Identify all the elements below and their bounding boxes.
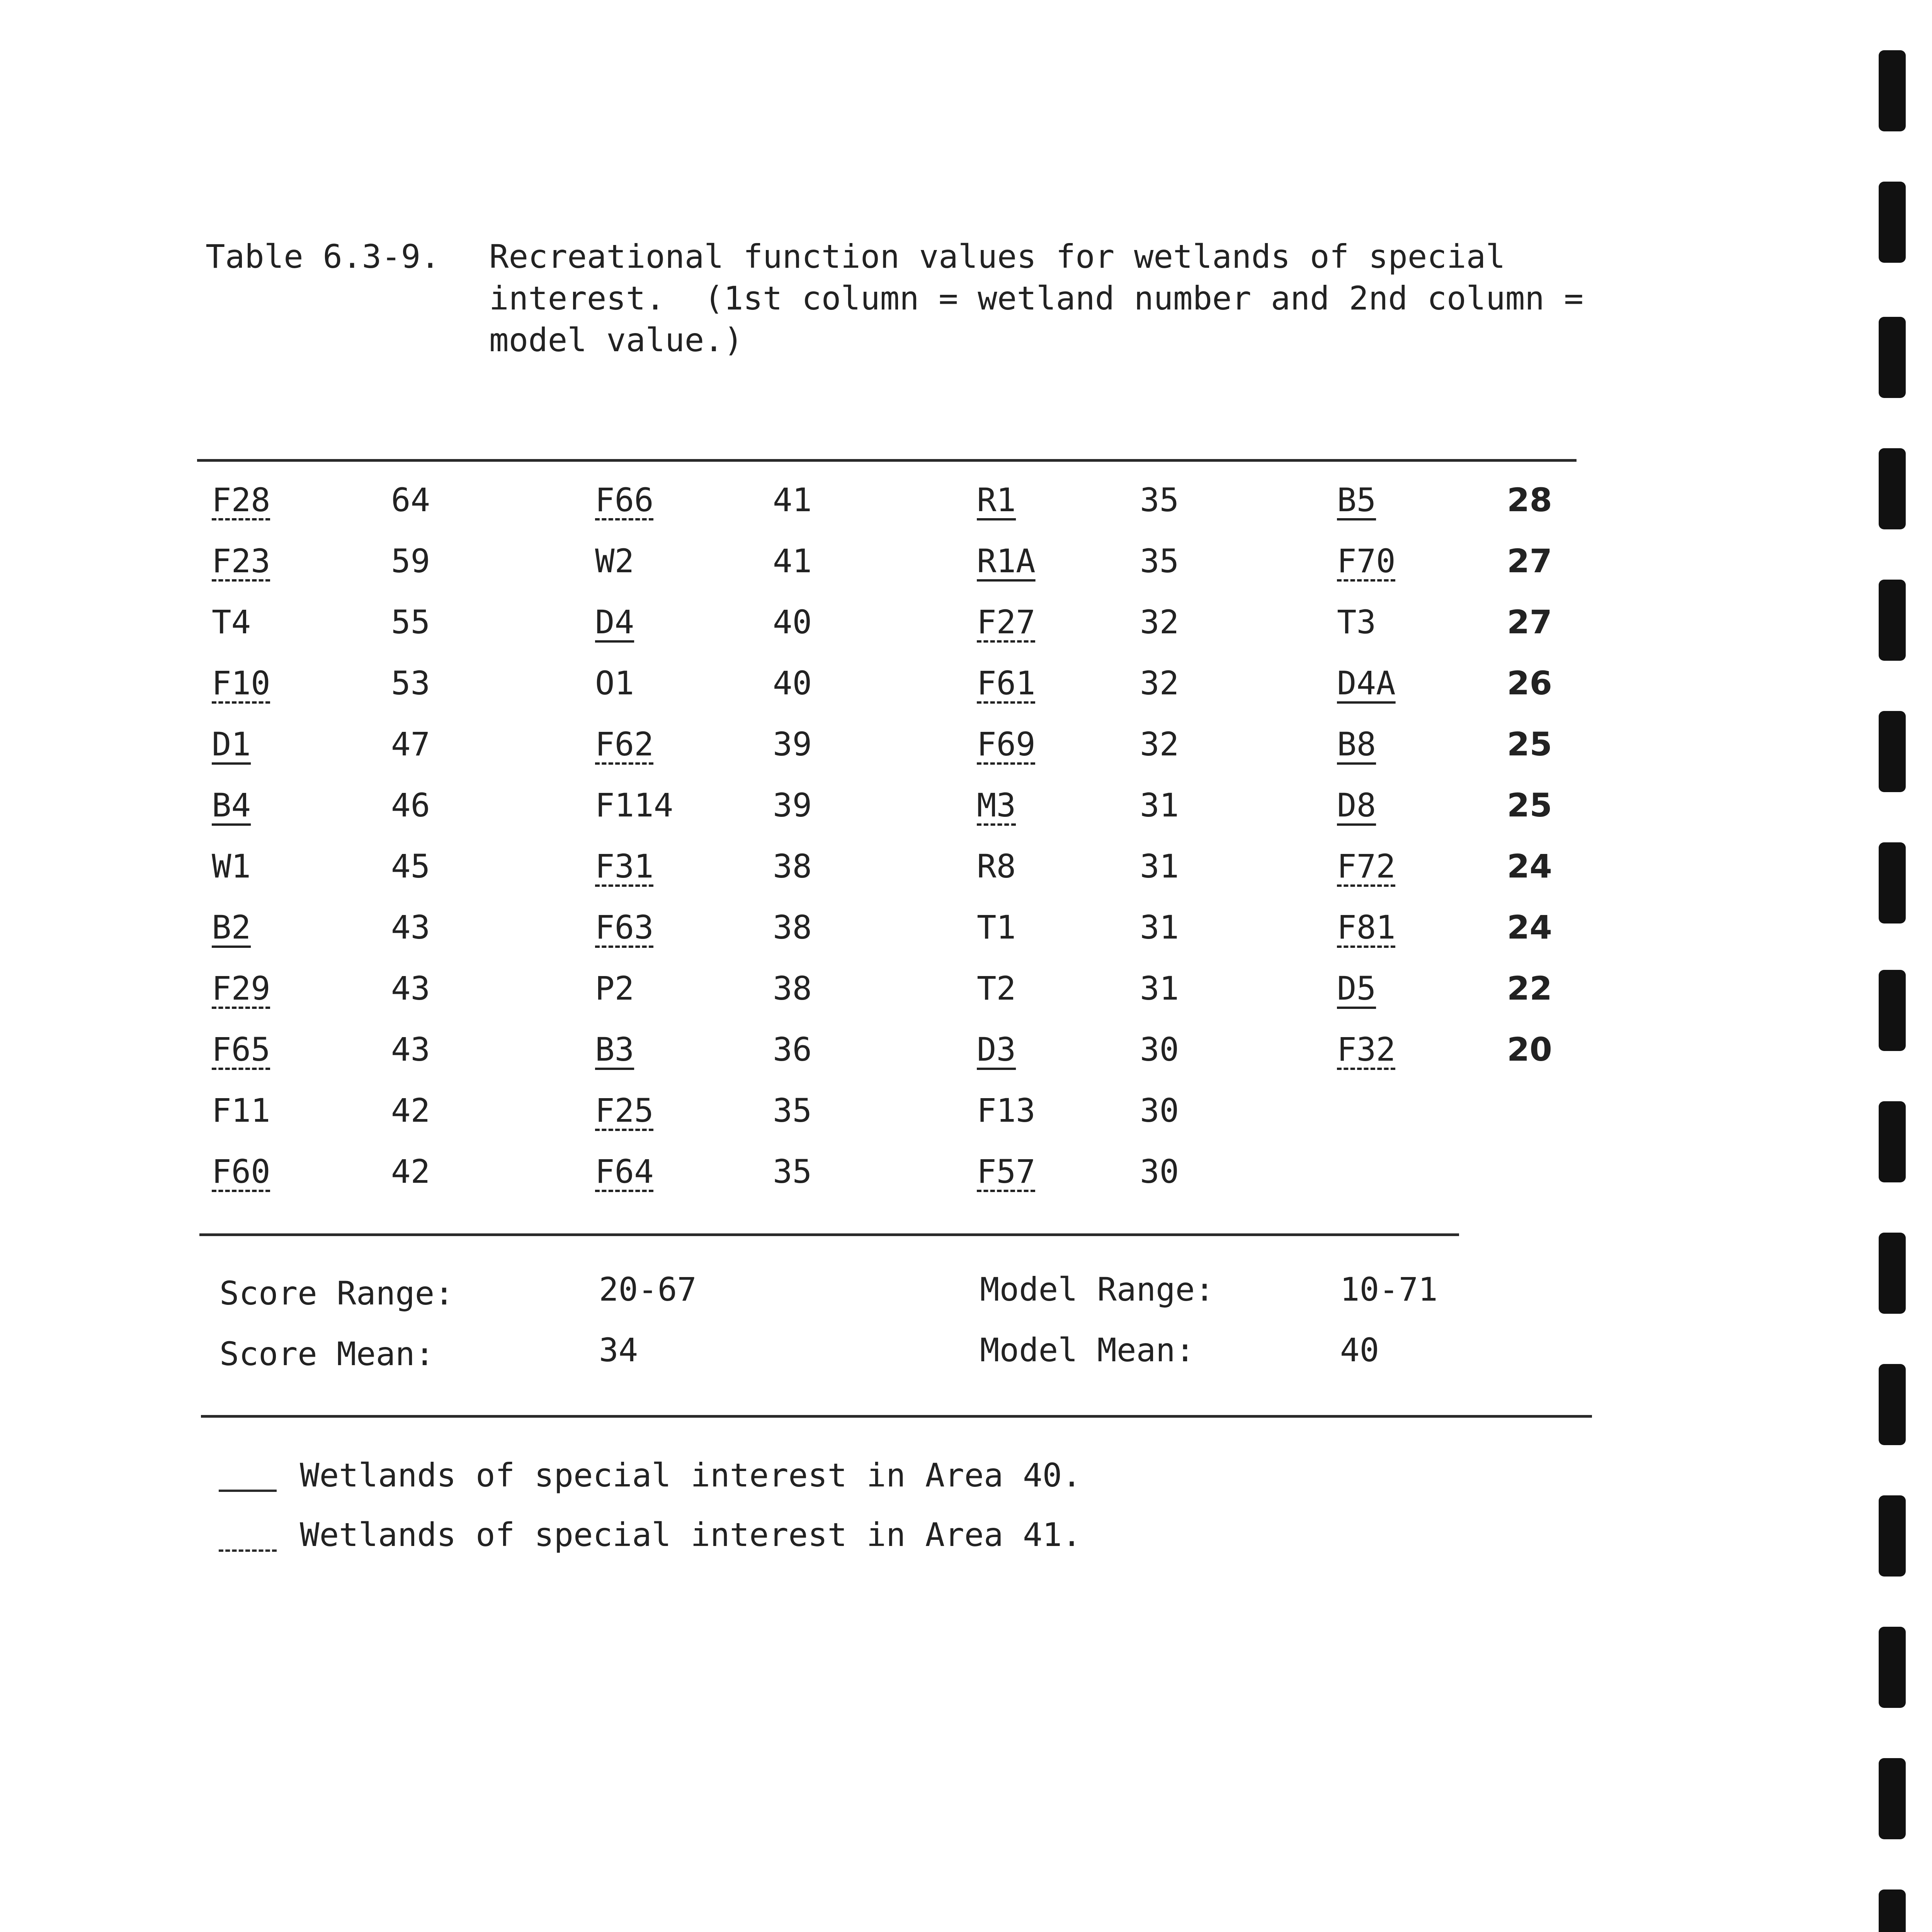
- model-value-cell: 26: [1507, 664, 1552, 702]
- model-value-cell: 43: [391, 908, 430, 946]
- wetland-id-cell: F63: [595, 908, 654, 946]
- binder-hole: [1879, 970, 1906, 1051]
- wetland-id-cell: F28: [212, 481, 270, 519]
- wetland-id-cell: F11: [212, 1092, 270, 1129]
- model-value-cell: 39: [773, 786, 812, 824]
- wetland-id-cell: F70: [1337, 542, 1396, 580]
- score-range-label: Score Range:: [219, 1274, 454, 1312]
- table-label: Table 6.3-9.: [206, 238, 440, 276]
- legend-area-41: Wetlands of special interest in Area 41.: [300, 1516, 1082, 1554]
- binder-hole: [1879, 842, 1906, 923]
- wetland-id-cell: F114: [595, 786, 673, 824]
- model-value-cell: 35: [1140, 481, 1179, 519]
- legend-solid-underline: [219, 1490, 277, 1492]
- wetland-id-cell: B5: [1337, 481, 1376, 519]
- caption-line-2: interest. (1st column = wetland number and 2nd column =: [489, 279, 1584, 317]
- model-value-cell: 30: [1140, 1153, 1179, 1190]
- wetland-id-cell: R1A: [977, 542, 1036, 580]
- wetland-id-cell: F29: [212, 969, 270, 1007]
- model-value-cell: 22: [1507, 969, 1552, 1007]
- model-value-cell: 32: [1140, 725, 1179, 763]
- model-value-cell: 27: [1507, 542, 1552, 580]
- model-value-cell: 31: [1140, 847, 1179, 885]
- legend-area-40: Wetlands of special interest in Area 40.: [300, 1456, 1082, 1494]
- wetland-id-cell: F72: [1337, 847, 1396, 885]
- wetland-id-cell: F69: [977, 725, 1036, 763]
- model-value-cell: 31: [1140, 969, 1179, 1007]
- model-value-cell: 20: [1507, 1031, 1552, 1068]
- wetland-id-cell: R1: [977, 481, 1016, 519]
- model-value-cell: 47: [391, 725, 430, 763]
- wetland-id-cell: B3: [595, 1031, 634, 1068]
- wetland-id-cell: B2: [212, 908, 251, 946]
- binder-hole: [1879, 1495, 1906, 1577]
- wetland-id-cell: T2: [977, 969, 1016, 1007]
- wetland-id-cell: P2: [595, 969, 634, 1007]
- wetland-id-cell: F61: [977, 664, 1036, 702]
- binder-hole: [1879, 1889, 1906, 1932]
- binder-hole: [1879, 580, 1906, 661]
- model-value-cell: 31: [1140, 786, 1179, 824]
- wetland-id-cell: B4: [212, 786, 251, 824]
- score-mean-value: 34: [599, 1331, 638, 1369]
- model-value-cell: 25: [1507, 725, 1552, 763]
- model-value-cell: 55: [391, 603, 430, 641]
- model-value-cell: 42: [391, 1092, 430, 1129]
- wetland-id-cell: B8: [1337, 725, 1376, 763]
- wetland-id-cell: T3: [1337, 603, 1376, 641]
- model-value-cell: 45: [391, 847, 430, 885]
- table-middle-rule: [199, 1233, 1459, 1236]
- wetland-id-cell: F62: [595, 725, 654, 763]
- model-value-cell: 30: [1140, 1092, 1179, 1129]
- model-value-cell: 24: [1507, 847, 1552, 885]
- model-value-cell: 39: [773, 725, 812, 763]
- model-value-cell: 64: [391, 481, 430, 519]
- caption-line-1: Recreational function values for wetlands of special: [489, 238, 1505, 276]
- model-value-cell: 38: [773, 847, 812, 885]
- wetland-id-cell: F31: [595, 847, 654, 885]
- table-top-rule: [197, 459, 1577, 462]
- model-range-value: 10-71: [1340, 1270, 1438, 1308]
- legend-dashed-underline: [219, 1549, 277, 1552]
- wetland-id-cell: F66: [595, 481, 654, 519]
- wetland-id-cell: F60: [212, 1153, 270, 1190]
- model-value-cell: 41: [773, 542, 812, 580]
- wetland-id-cell: F57: [977, 1153, 1036, 1190]
- wetland-id-cell: D4A: [1337, 664, 1396, 702]
- wetland-id-cell: F81: [1337, 908, 1396, 946]
- wetland-id-cell: F25: [595, 1092, 654, 1129]
- model-value-cell: 35: [773, 1092, 812, 1129]
- wetland-id-cell: D5: [1337, 969, 1376, 1007]
- binder-hole: [1879, 1233, 1906, 1314]
- binder-hole: [1879, 1364, 1906, 1445]
- model-value-cell: 38: [773, 908, 812, 946]
- model-mean-label: Model Mean:: [980, 1331, 1195, 1369]
- score-mean-label: Score Mean:: [219, 1335, 435, 1373]
- binder-hole: [1879, 1758, 1906, 1839]
- wetland-id-cell: M3: [977, 786, 1016, 824]
- model-value-cell: 25: [1507, 786, 1552, 824]
- wetland-id-cell: W1: [212, 847, 251, 885]
- binder-hole: [1879, 1627, 1906, 1708]
- caption-line-3: model value.): [489, 321, 743, 359]
- wetland-id-cell: F13: [977, 1092, 1036, 1129]
- model-value-cell: 40: [773, 603, 812, 641]
- model-value-cell: 43: [391, 1031, 430, 1068]
- wetland-id-cell: D8: [1337, 786, 1376, 824]
- model-value-cell: 40: [773, 664, 812, 702]
- model-range-label: Model Range:: [980, 1270, 1214, 1308]
- model-value-cell: 32: [1140, 603, 1179, 641]
- model-value-cell: 35: [1140, 542, 1179, 580]
- wetland-id-cell: F23: [212, 542, 270, 580]
- binder-hole: [1879, 182, 1906, 263]
- binder-hole: [1879, 448, 1906, 529]
- wetland-id-cell: F64: [595, 1153, 654, 1190]
- wetland-id-cell: F32: [1337, 1031, 1396, 1068]
- wetland-id-cell: T1: [977, 908, 1016, 946]
- model-value-cell: 41: [773, 481, 812, 519]
- model-value-cell: 28: [1507, 481, 1552, 519]
- model-value-cell: 46: [391, 786, 430, 824]
- wetland-id-cell: F10: [212, 664, 270, 702]
- score-range-value: 20-67: [599, 1270, 697, 1308]
- wetland-id-cell: D1: [212, 725, 251, 763]
- wetland-id-cell: F27: [977, 603, 1036, 641]
- binder-hole: [1879, 317, 1906, 398]
- model-value-cell: 30: [1140, 1031, 1179, 1068]
- wetland-id-cell: O1: [595, 664, 634, 702]
- model-value-cell: 32: [1140, 664, 1179, 702]
- binder-hole: [1879, 1101, 1906, 1182]
- wetland-id-cell: D4: [595, 603, 634, 641]
- model-mean-value: 40: [1340, 1331, 1379, 1369]
- model-value-cell: 27: [1507, 603, 1552, 641]
- wetland-id-cell: T4: [212, 603, 251, 641]
- wetland-id-cell: W2: [595, 542, 634, 580]
- table-bottom-rule: [201, 1415, 1592, 1418]
- model-value-cell: 59: [391, 542, 430, 580]
- binder-hole: [1879, 50, 1906, 131]
- model-value-cell: 43: [391, 969, 430, 1007]
- model-value-cell: 42: [391, 1153, 430, 1190]
- model-value-cell: 53: [391, 664, 430, 702]
- binder-hole: [1879, 711, 1906, 792]
- model-value-cell: 24: [1507, 908, 1552, 946]
- model-value-cell: 35: [773, 1153, 812, 1190]
- wetland-id-cell: F65: [212, 1031, 270, 1068]
- wetland-id-cell: D3: [977, 1031, 1016, 1068]
- wetland-id-cell: R8: [977, 847, 1016, 885]
- model-value-cell: 38: [773, 969, 812, 1007]
- model-value-cell: 36: [773, 1031, 812, 1068]
- model-value-cell: 31: [1140, 908, 1179, 946]
